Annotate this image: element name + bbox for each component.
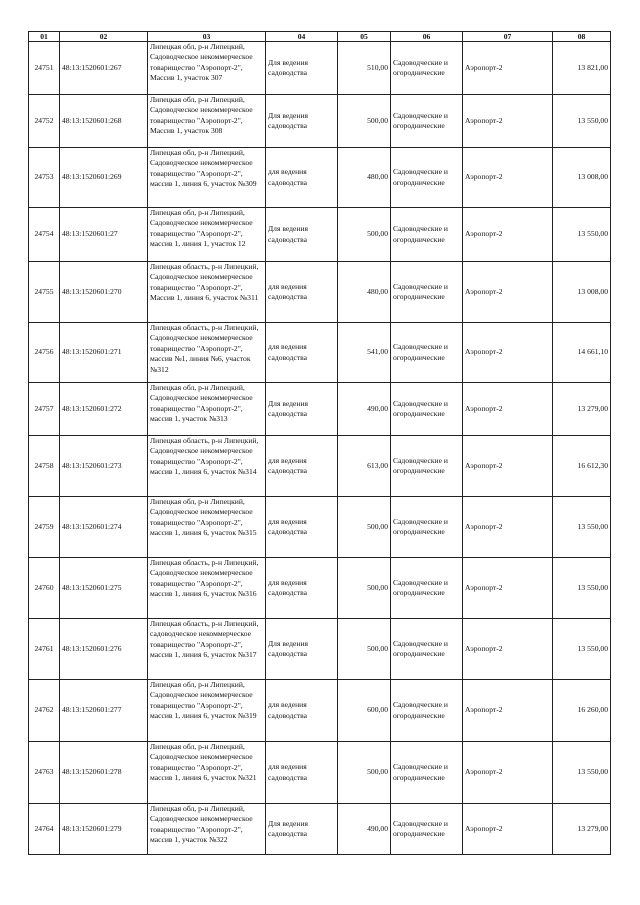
plot-address-text: Липецкая обл, р-н Липецкий, Садоводческое некоммерческое товарищество "Аэропорт-2", массив 1, участок №313 <box>150 383 253 424</box>
land-category: Садоводческие и огороднические <box>391 558 463 619</box>
table-row <box>29 436 611 497</box>
location-group: Аэропорт-2 <box>463 262 553 323</box>
land-category: Садоводческие и огороднические <box>391 383 463 436</box>
table-row <box>29 42 611 95</box>
location-group: Аэропорт-2 <box>463 497 553 558</box>
cadastral-value: 13 821,00 <box>553 42 611 95</box>
plot-area: 510,00 <box>338 42 391 95</box>
cadastral-value: 13 550,00 <box>553 497 611 558</box>
plot-area: 613,00 <box>338 436 391 497</box>
plot-address <box>148 436 266 497</box>
plot-address-text: Липецкая область, р-н Липецкий, Садоводческое некоммерческое товарищество "Аэропорт-2", массив 1, линия 6, участок №316 <box>150 558 259 599</box>
location-group: Аэропорт-2 <box>463 558 553 619</box>
table-row <box>29 148 611 208</box>
cadastral-number: 48:13:1520601:270 <box>60 262 148 323</box>
table-row <box>29 558 611 619</box>
plot-address <box>148 558 266 619</box>
location-group: Аэропорт-2 <box>463 383 553 436</box>
permitted-use: Для ведения садоводства <box>266 42 338 95</box>
cadastral-value: 13 008,00 <box>553 148 611 208</box>
plot-address-text: Липецкая обл, р-н Липецкий, Садоводческое некоммерческое товарищество "Аэропорт-2", Массив 1, участок 307 <box>150 42 253 83</box>
plot-address-text: Липецкая область, р-н Липецкий, Садоводческое некоммерческое товарищество "Аэропорт-2", массив 1, линия 6, участок №314 <box>150 436 259 477</box>
plot-area: 500,00 <box>338 619 391 680</box>
table-row <box>29 804 611 855</box>
table-row <box>29 95 611 148</box>
land-category: Садоводческие и огороднические <box>391 148 463 208</box>
permitted-use: Для ведения садоводства <box>266 804 338 855</box>
column-header-05: 05 <box>338 32 391 42</box>
land-category: Садоводческие и огороднические <box>391 436 463 497</box>
plot-area: 500,00 <box>338 208 391 262</box>
cadastral-value: 13 550,00 <box>553 619 611 680</box>
cadastral-value: 16 260,00 <box>553 680 611 742</box>
plot-address <box>148 497 266 558</box>
cadastral-number: 48:13:1520601:278 <box>60 742 148 804</box>
cadastral-number: 48:13:1520601:275 <box>60 558 148 619</box>
plot-address-text: Липецкая область, р-н Липецкий, садоводческое некоммерческое товарищество "Аэропорт-2", массив 1, линия 6, участок №317 <box>150 619 259 660</box>
land-plot-register-table <box>28 31 611 855</box>
row-number: 24764 <box>29 804 60 855</box>
cadastral-number: 48:13:1520601:272 <box>60 383 148 436</box>
plot-address-text: Липецкая обл, р-н Липецкий, Садоводческое некоммерческое товарищество "Аэропорт-2", массив 1, участок №322 <box>150 804 253 845</box>
row-number: 24751 <box>29 42 60 95</box>
plot-address <box>148 323 266 383</box>
land-category: Садоводческие и огороднические <box>391 95 463 148</box>
row-number: 24753 <box>29 148 60 208</box>
cadastral-number: 48:13:1520601:277 <box>60 680 148 742</box>
plot-area: 490,00 <box>338 383 391 436</box>
table-row <box>29 383 611 436</box>
cadastral-number: 48:13:1520601:274 <box>60 497 148 558</box>
plot-address <box>148 262 266 323</box>
plot-address-text: Липецкая обл, р-н Липецкий, Садоводческое некоммерческое товарищество "Аэропорт-2", массив 1, линия 6, участок №321 <box>150 742 257 783</box>
plot-address-text: Липецкая обл, р-н Липецкий, Садоводческое некоммерческое товарищество "Аэропорт-2", массив 1, линия 6, участок №319 <box>150 680 257 721</box>
row-number: 24755 <box>29 262 60 323</box>
plot-address-text: Липецкая область, р-н Липецкий, Садоводческое некоммерческое товарищество "Аэропорт-2", массив №1, линия №6, участок №312 <box>150 323 259 374</box>
plot-address-text: Липецкая обл, р-н Липецкий, Садоводческое некоммерческое товарищество "Аэропорт-2", массив 1, линия 1, участок 12 <box>150 208 253 249</box>
land-category: Садоводческие и огороднические <box>391 208 463 262</box>
column-header-03: 03 <box>148 32 266 42</box>
cadastral-value: 13 550,00 <box>553 208 611 262</box>
land-category: Садоводческие и огороднические <box>391 323 463 383</box>
plot-address-text: Липецкая обл, р-н Липецкий, Садоводческое некоммерческое товарищество "Аэропорт-2", массив 1, линия 6, участок №315 <box>150 497 257 538</box>
column-header-07: 07 <box>463 32 553 42</box>
cadastral-number: 48:13:1520601:268 <box>60 95 148 148</box>
plot-address-text: Липецкая область, р-н Липецкий, Садоводческое некоммерческое товарищество "Аэропорт-2", Массив 1, линия 6, участок №311 <box>150 262 259 303</box>
plot-area: 500,00 <box>338 558 391 619</box>
column-header-01: 01 <box>29 32 60 42</box>
plot-address <box>148 208 266 262</box>
cadastral-number: 48:13:1520601:267 <box>60 42 148 95</box>
location-group: Аэропорт-2 <box>463 148 553 208</box>
cadastral-number: 48:13:1520601:276 <box>60 619 148 680</box>
cadastral-value: 16 612,30 <box>553 436 611 497</box>
land-category: Садоводческие и огороднические <box>391 262 463 323</box>
permitted-use: для ведения садоводства <box>266 680 338 742</box>
table-row <box>29 262 611 323</box>
permitted-use: Для ведения садоводства <box>266 95 338 148</box>
cadastral-value: 13 279,00 <box>553 804 611 855</box>
table-header-row <box>29 32 611 42</box>
location-group: Аэропорт-2 <box>463 742 553 804</box>
row-number: 24757 <box>29 383 60 436</box>
row-number: 24762 <box>29 680 60 742</box>
cadastral-value: 13 279,00 <box>553 383 611 436</box>
plot-address <box>148 804 266 855</box>
column-header-04: 04 <box>266 32 338 42</box>
table-row <box>29 742 611 804</box>
row-number: 24760 <box>29 558 60 619</box>
plot-address <box>148 383 266 436</box>
plot-address-text: Липецкая обл, р-н Липецкий, Садоводческое некоммерческое товарищество "Аэропорт-2", массив 1, линия 6, участок №309 <box>150 148 257 189</box>
permitted-use: Для ведения садоводства <box>266 383 338 436</box>
plot-area: 541,00 <box>338 323 391 383</box>
plot-area: 500,00 <box>338 95 391 148</box>
table-row <box>29 497 611 558</box>
row-number: 24758 <box>29 436 60 497</box>
row-number: 24752 <box>29 95 60 148</box>
permitted-use: для ведения садоводства <box>266 497 338 558</box>
row-number: 24761 <box>29 619 60 680</box>
land-category: Садоводческие и огороднические <box>391 742 463 804</box>
location-group: Аэропорт-2 <box>463 619 553 680</box>
table-body <box>29 42 611 855</box>
plot-address-text: Липецкая обл, р-н Липецкий, Садоводческое некоммерческое товарищество "Аэропорт-2", Массив 1, участок 308 <box>150 95 253 136</box>
row-number: 24754 <box>29 208 60 262</box>
table-row <box>29 680 611 742</box>
cadastral-value: 14 661,10 <box>553 323 611 383</box>
cadastral-number: 48:13:1520601:269 <box>60 148 148 208</box>
permitted-use: для ведения садоводства <box>266 262 338 323</box>
table-row <box>29 323 611 383</box>
cadastral-value: 13 008,00 <box>553 262 611 323</box>
plot-address <box>148 619 266 680</box>
plot-address <box>148 742 266 804</box>
plot-area: 500,00 <box>338 742 391 804</box>
location-group: Аэропорт-2 <box>463 95 553 148</box>
cadastral-number: 48:13:1520601:27 <box>60 208 148 262</box>
permitted-use: для ведения садоводства <box>266 436 338 497</box>
land-category: Садоводческие и огороднические <box>391 804 463 855</box>
plot-area: 480,00 <box>338 148 391 208</box>
table-row <box>29 208 611 262</box>
permitted-use: Для ведения садоводства <box>266 208 338 262</box>
plot-area: 500,00 <box>338 497 391 558</box>
row-number: 24756 <box>29 323 60 383</box>
cadastral-number: 48:13:1520601:271 <box>60 323 148 383</box>
permitted-use: Для ведения садоводства <box>266 619 338 680</box>
plot-area: 480,00 <box>338 262 391 323</box>
land-category: Садоводческие и огороднические <box>391 42 463 95</box>
row-number: 24759 <box>29 497 60 558</box>
permitted-use: для ведения садоводства <box>266 323 338 383</box>
plot-address <box>148 95 266 148</box>
location-group: Аэропорт-2 <box>463 680 553 742</box>
location-group: Аэропорт-2 <box>463 323 553 383</box>
column-header-02: 02 <box>60 32 148 42</box>
plot-area: 600,00 <box>338 680 391 742</box>
cadastral-number: 48:13:1520601:273 <box>60 436 148 497</box>
location-group: Аэропорт-2 <box>463 208 553 262</box>
plot-address <box>148 148 266 208</box>
cadastral-value: 13 550,00 <box>553 558 611 619</box>
permitted-use: для ведения садоводства <box>266 742 338 804</box>
location-group: Аэропорт-2 <box>463 436 553 497</box>
land-category: Садоводческие и огороднические <box>391 497 463 558</box>
plot-area: 490,00 <box>338 804 391 855</box>
cadastral-number: 48:13:1520601:279 <box>60 804 148 855</box>
permitted-use: для ведения садоводства <box>266 558 338 619</box>
land-category: Садоводческие и огороднические <box>391 680 463 742</box>
row-number: 24763 <box>29 742 60 804</box>
column-header-06: 06 <box>391 32 463 42</box>
cadastral-value: 13 550,00 <box>553 95 611 148</box>
table-row <box>29 619 611 680</box>
plot-address <box>148 42 266 95</box>
land-category: Садоводческие и огороднические <box>391 619 463 680</box>
plot-address <box>148 680 266 742</box>
location-group: Аэропорт-2 <box>463 804 553 855</box>
permitted-use: для ведения садоводства <box>266 148 338 208</box>
location-group: Аэропорт-2 <box>463 42 553 95</box>
cadastral-value: 13 550,00 <box>553 742 611 804</box>
column-header-08: 08 <box>553 32 611 42</box>
